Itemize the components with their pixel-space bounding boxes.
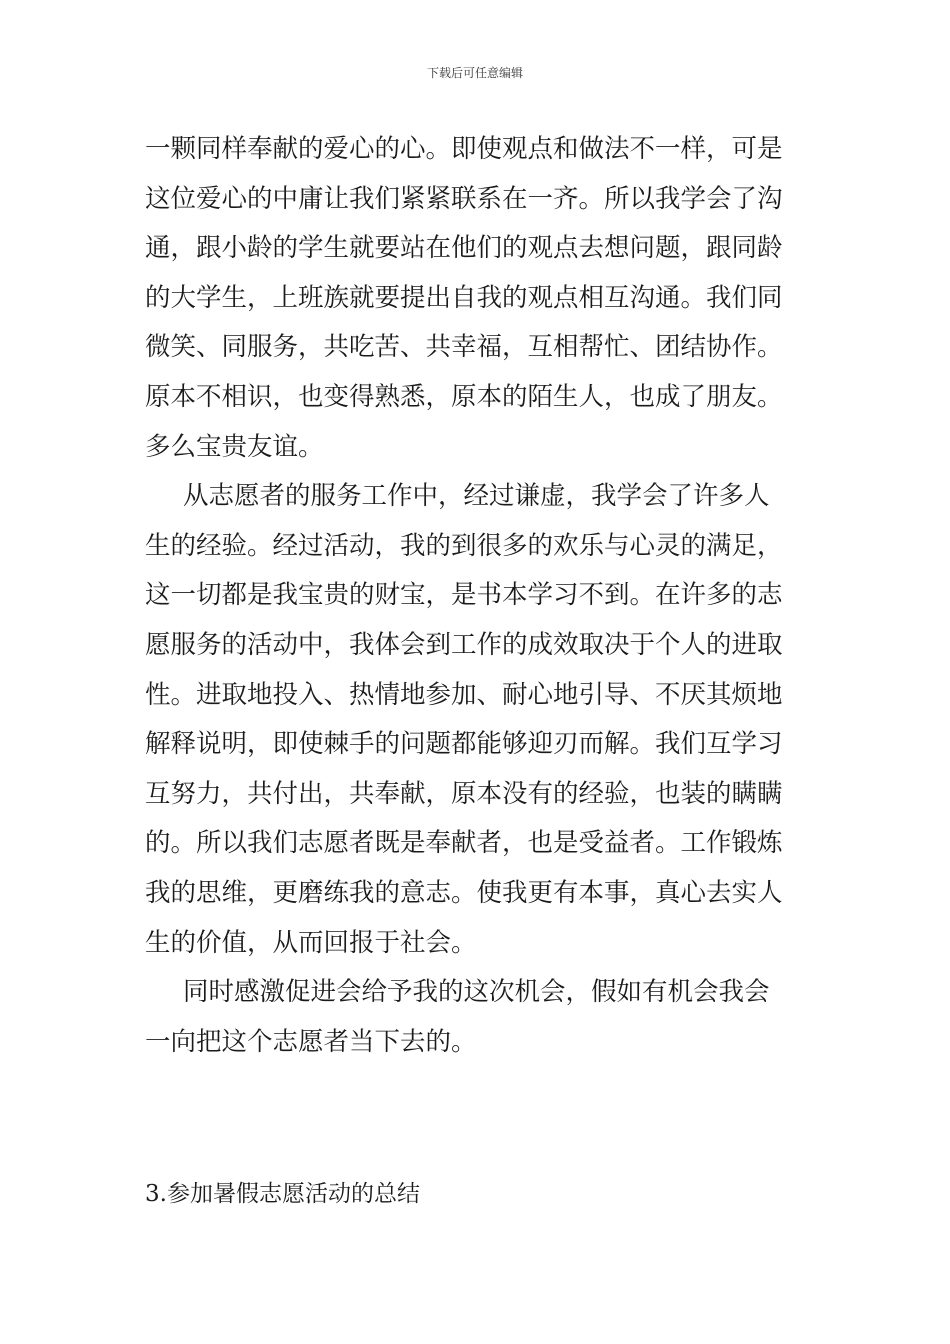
text-line: 同时感激促进会给予我的这次机会，假如有机会我会 — [183, 977, 770, 1008]
paragraph-3 — [145, 968, 810, 1067]
text-line: 这位爱心的中庸让我们紧紧联系在一齐。所以我学会了沟 — [145, 183, 783, 214]
text-line: 互努力，共付出，共奉献，原本没有的经验，也装的瞒瞒 — [145, 778, 783, 809]
text-line: 生的经验。经过活动，我的到很多的欢乐与心灵的满足， — [145, 530, 783, 561]
header-note: 下载后可任意编辑 — [426, 66, 523, 80]
text-line: 原本不相识，也变得熟悉，原本的陌生人，也成了朋友。 — [145, 381, 783, 412]
paragraph-1 — [145, 125, 810, 472]
text-line: 我的思维，更磨练我的意志。使我更有本事，真心去实人 — [145, 877, 783, 908]
text-line: 生的价值，从而回报于社会。 — [145, 927, 477, 958]
text-line: 这一切都是我宝贵的财宝，是书本学习不到。在许多的志 — [145, 580, 783, 611]
paragraph-2 — [145, 472, 810, 968]
text-line: 从志愿者的服务工作中，经过谦虚，我学会了许多人 — [183, 481, 770, 512]
text-line: 性。进取地投入、热情地参加、耐心地引导、不厌其烦地 — [145, 679, 783, 710]
text-line: 多么宝贵友谊。 — [145, 431, 324, 462]
text-line: 的大学生，上班族就要提出自我的观点相互沟通。我们同 — [145, 282, 783, 313]
text-line: 通，跟小龄的学生就要站在他们的观点去想问题，跟同龄 — [145, 233, 783, 264]
text-line: 一向把这个志愿者当下去的。 — [145, 1026, 477, 1057]
document-body — [145, 125, 810, 1067]
text-line: 愿服务的活动中，我体会到工作的成效取决于个人的进取 — [145, 629, 783, 660]
text-line: 一颗同样奉献的爱心的心。即使观点和做法不一样，可是 — [145, 134, 783, 164]
text-line: 的。所以我们志愿者既是奉献者，也是受益者。工作锻炼 — [145, 828, 783, 859]
text-line: 解释说明，即使棘手的问题都能够迎刃而解。我们互学习 — [145, 729, 783, 760]
section-heading: 3.参加暑假志愿活动的总结 — [145, 1181, 420, 1207]
text-line: 微笑、同服务，共吃苦、共幸福，互相帮忙、团结协作。 — [145, 332, 783, 363]
